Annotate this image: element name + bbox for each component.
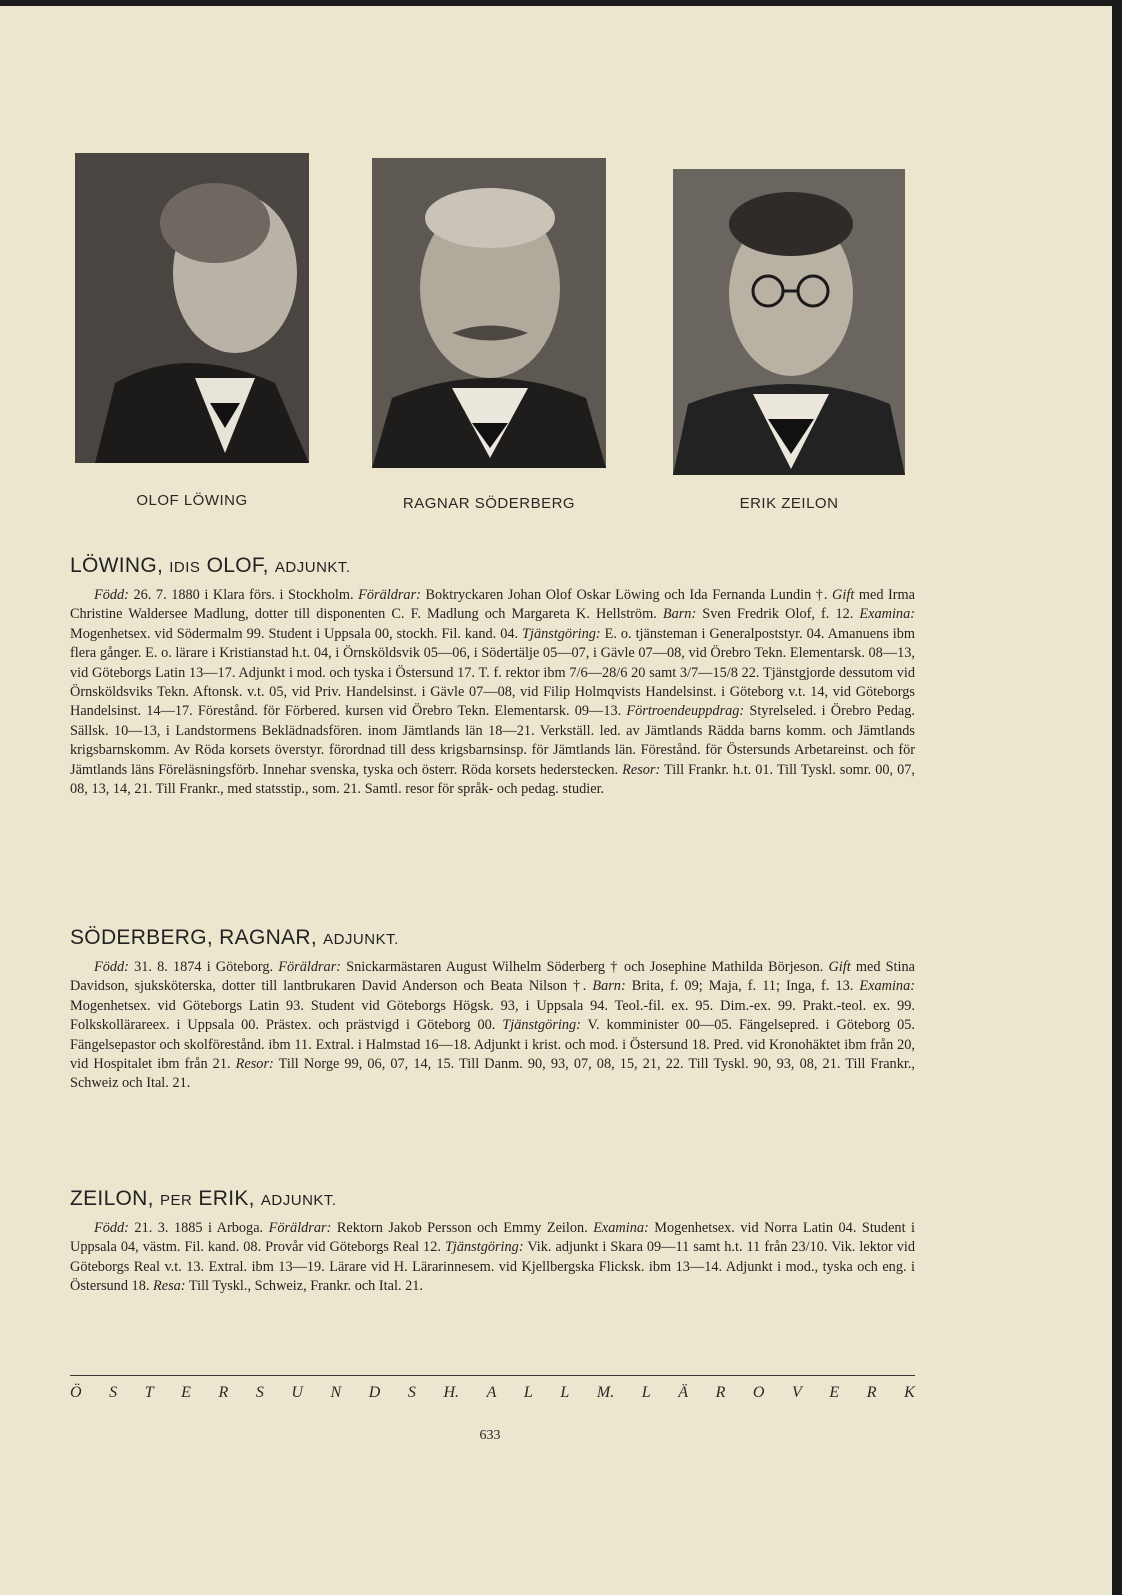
entry-title: ADJUNKT. — [274, 559, 351, 576]
field-text: E. o. tjänsteman i Generalpoststyr. 04. Amanuens ibm flera gånger. E. o. lärare i Kristianstad h.t. 04, i Örnsköldsvik 05—06, i Södertälje 05—07, i Gävle 07—08, vid Örebro Tekn. Elementarsk. 08—13, vid Göteborgs Latin 13—17. Adjunkt i mod. och tyska i Östersund 17. T. f. rektor ibm 7/6—28/6 20 samt 3/7—15/8 22. Tjänstgjorde dessutom vid Örnsköldsviks Tekn. Aftonsk. v.t. 05, vid Priv. Handelsinst. i Gävle 07—08, vid Filip Holmqvists Handelsinst. i Göteborg v.t. 14, vid Göteborgs Handelsinst. 14—17. Förestånd. för Förbered. kursen vid Örebro Tekn. Elementarsk. 09—13. — [70, 625, 915, 720]
footer-letter: E — [829, 1384, 840, 1401]
field-text: Boktryckaren Johan Olof Oskar Löwing och Ida Fernanda Lundin †. — [420, 587, 833, 603]
entry-given-small: IDIS — [169, 559, 201, 576]
footer-letter: D — [368, 1384, 381, 1401]
field-label: Resa: — [153, 1278, 186, 1295]
entry-body — [70, 1219, 915, 1297]
field-text: Mogenhetsex. vid Södermalm 99. Student i Uppsala 00, stockh. Fil. kand. 04. — [70, 625, 523, 642]
field-text: Styrelseled. i Örebro Pedag. Sällsk. 10—13, i Landstormens Beklädnadsfören. inom Jämtlands län 18—21. Verkställ. led. av Jämtlands Rädda barns komm. och Jämtlands krigsbarnskomm. Av Röda korsets överstyr. förordnad till dess krigsbarnsinsp. för Jämtlands län. Förestånd. för Östersunds Arbetareinst. och för Jämtlands läns Föreläsningsförb. Innehar svenska, tyska och österr. Röda korsets hederstecken. — [70, 703, 915, 778]
footer-letter: H. — [443, 1384, 460, 1401]
field-label: Examina: — [859, 978, 915, 995]
footer-letter: Ö — [70, 1384, 82, 1401]
field-text: 21. 3. 1885 i Arboga. — [128, 1220, 269, 1236]
field-label: Föräldrar: — [358, 587, 421, 603]
entry-title: ADJUNKT. — [323, 931, 399, 948]
footer-rule — [70, 1375, 915, 1376]
entry-given-name: OLOF, — [206, 554, 269, 577]
footer-letter: T — [144, 1384, 154, 1401]
field-label: Föräldrar: — [268, 1220, 332, 1236]
footer-letter: K — [904, 1384, 915, 1401]
footer-letter: L — [523, 1384, 533, 1401]
page-number: 633 — [479, 1428, 501, 1443]
field-label: Barn: — [662, 606, 697, 623]
field-text: 26. 7. 1880 i Klara förs. i Stockholm. — [128, 587, 359, 603]
entry-given-small: PER — [159, 1192, 193, 1209]
entry-given-name: RAGNAR, — [219, 926, 317, 949]
footer-letter: M. — [596, 1384, 615, 1401]
entry-surname: SÖDERBERG, — [70, 926, 214, 949]
footer-letter: N — [330, 1384, 342, 1401]
photo-caption-soderberg: RAGNAR SÖDERBERG — [402, 495, 576, 512]
field-text: Brita, f. 09; Maja, f. 11; Inga, f. 13. — [625, 978, 860, 995]
field-label: Gift — [832, 587, 855, 603]
field-text: Vik. adjunkt i Skara 09—11 samt h.t. 11 från 23/10. Vik. lektor vid Göteborgs Real v.t. 13. Extral. ibm 13—19. Lärare vid H. Lärarinnesem. vid Kjellbergska Flicksk. ibm 13—14. Adjunkt i mod., tyska och eng. i Östersund 18. — [70, 1239, 915, 1295]
page — [0, 6, 1112, 1595]
field-text: Till Tyskl., Schweiz, Frankr. och Ital. 21. — [185, 1278, 423, 1295]
entry-surname: LÖWING, — [70, 554, 164, 577]
photo-caption-lowing: OLOF LÖWING — [136, 492, 248, 509]
footer-letter: L — [641, 1384, 651, 1401]
entry-surname: ZEILON, — [70, 1187, 154, 1210]
footer-letter: O — [752, 1384, 765, 1401]
field-label: Tjänstgöring: — [502, 1017, 581, 1034]
entry-body — [70, 586, 915, 799]
field-label: Född: — [94, 587, 129, 603]
portrait-photo-soderberg — [372, 158, 606, 468]
field-text: Snickarmästaren August Wilhelm Söderberg † och Josephine Mathilda Börjeson. — [341, 959, 829, 975]
field-text: Mogenhetsex. vid Norra Latin 04. Student i Uppsala 04, västm. Fil. kand. 08. Provår vid Göteborgs Real 12. — [70, 1220, 915, 1256]
footer-letter: R — [866, 1384, 877, 1401]
field-text: Mogenhetsex. vid Göteborgs Latin 93. Student vid Göteborgs Högsk. 93, i Uppsala 94. Teol.-fil. ex. 95. Dim.-ex. 99. Prakt.-teol. ex. 99. Folkskollärareex. i Uppsala 00. Prästex. och prästvigd i Göteborg 00. — [70, 997, 915, 1034]
field-label: Barn: — [592, 978, 626, 995]
footer-letter: Ä — [678, 1384, 688, 1401]
field-label: Född: — [94, 1220, 129, 1236]
field-text: med Stina Davidson, sjuksköterska, dotter till lantbrukaren David Anderson och Beata Nilson †. — [70, 959, 915, 995]
footer-letter: L — [560, 1384, 570, 1401]
field-text: med Irma Christine Waldersee Madlung, dotter till disponenten C. F. Madlung och Margareta K. Hellström. — [70, 587, 916, 623]
footer-letter: U — [291, 1384, 303, 1401]
footer-letter: R — [715, 1384, 726, 1401]
field-text: V. komminister 00—05. Fängelsepred. i Göteborg 05. Fängelsepastor och skolförestånd. ibm 11. Extral. i Halmstad 16—18. Adjunkt i krist. och mod. i Östersund 18. Pred. vid Kronohäktet ibm från 20, vid Hospitalet ibm från 21. — [70, 1017, 916, 1073]
field-text: 31. 8. 1874 i Göteborg. — [128, 959, 279, 975]
field-label: Resor: — [235, 1056, 274, 1073]
field-text: Rektorn Jakob Persson och Emmy Zeilon. — [331, 1220, 594, 1236]
entry-heading — [70, 926, 915, 950]
field-label: Tjänstgöring: — [522, 625, 601, 642]
field-text: Till Frankr. h.t. 01. Till Tyskl. somr. 00, 07, 08, 13, 14, 21. Till Frankr., med statsstip., som. 21. Samtl. resor för språk- och pedag. studier. — [70, 761, 915, 798]
footer-letter: E — [181, 1384, 191, 1401]
field-label: Förtroendeuppdrag: — [626, 703, 745, 720]
running-footer — [70, 1384, 915, 1402]
entry-given-name: ERIK, — [198, 1187, 255, 1210]
portrait-photo-zeilon — [673, 169, 905, 475]
biography-entry-zeilon — [70, 1187, 915, 1297]
field-label: Född: — [94, 959, 129, 975]
footer-letter: A — [486, 1384, 497, 1401]
entry-body — [70, 958, 915, 1094]
footer-letter: V — [792, 1384, 802, 1401]
biography-entry-soderberg — [70, 926, 915, 1094]
field-label: Examina: — [593, 1220, 649, 1236]
photo-caption-zeilon: ERIK ZEILON — [739, 495, 839, 512]
footer-letter: R — [218, 1384, 229, 1401]
field-label: Resor: — [622, 761, 661, 778]
portrait-photo-lowing — [75, 153, 309, 463]
footer-letter: S — [407, 1384, 416, 1401]
field-label: Examina: — [859, 606, 915, 623]
field-label: Gift — [828, 959, 851, 975]
footer-letter: S — [109, 1384, 118, 1401]
entry-title: ADJUNKT. — [260, 1192, 337, 1209]
field-text: Sven Fredrik Olof, f. 12. — [696, 606, 860, 623]
entry-heading — [70, 1187, 915, 1211]
biography-entry-lowing — [70, 554, 915, 799]
field-text: Till Norge 99, 06, 07, 14, 15. Till Danm. 90, 93, 07, 08, 15, 21, 22. Till Tyskl. 90, 93, 08, 21. Till Frankr., Schweiz och Ital. 21. — [70, 1056, 915, 1092]
field-label: Föräldrar: — [278, 959, 342, 975]
field-label: Tjänstgöring: — [444, 1239, 524, 1256]
entry-heading — [70, 554, 915, 578]
footer-letter: S — [255, 1384, 264, 1401]
